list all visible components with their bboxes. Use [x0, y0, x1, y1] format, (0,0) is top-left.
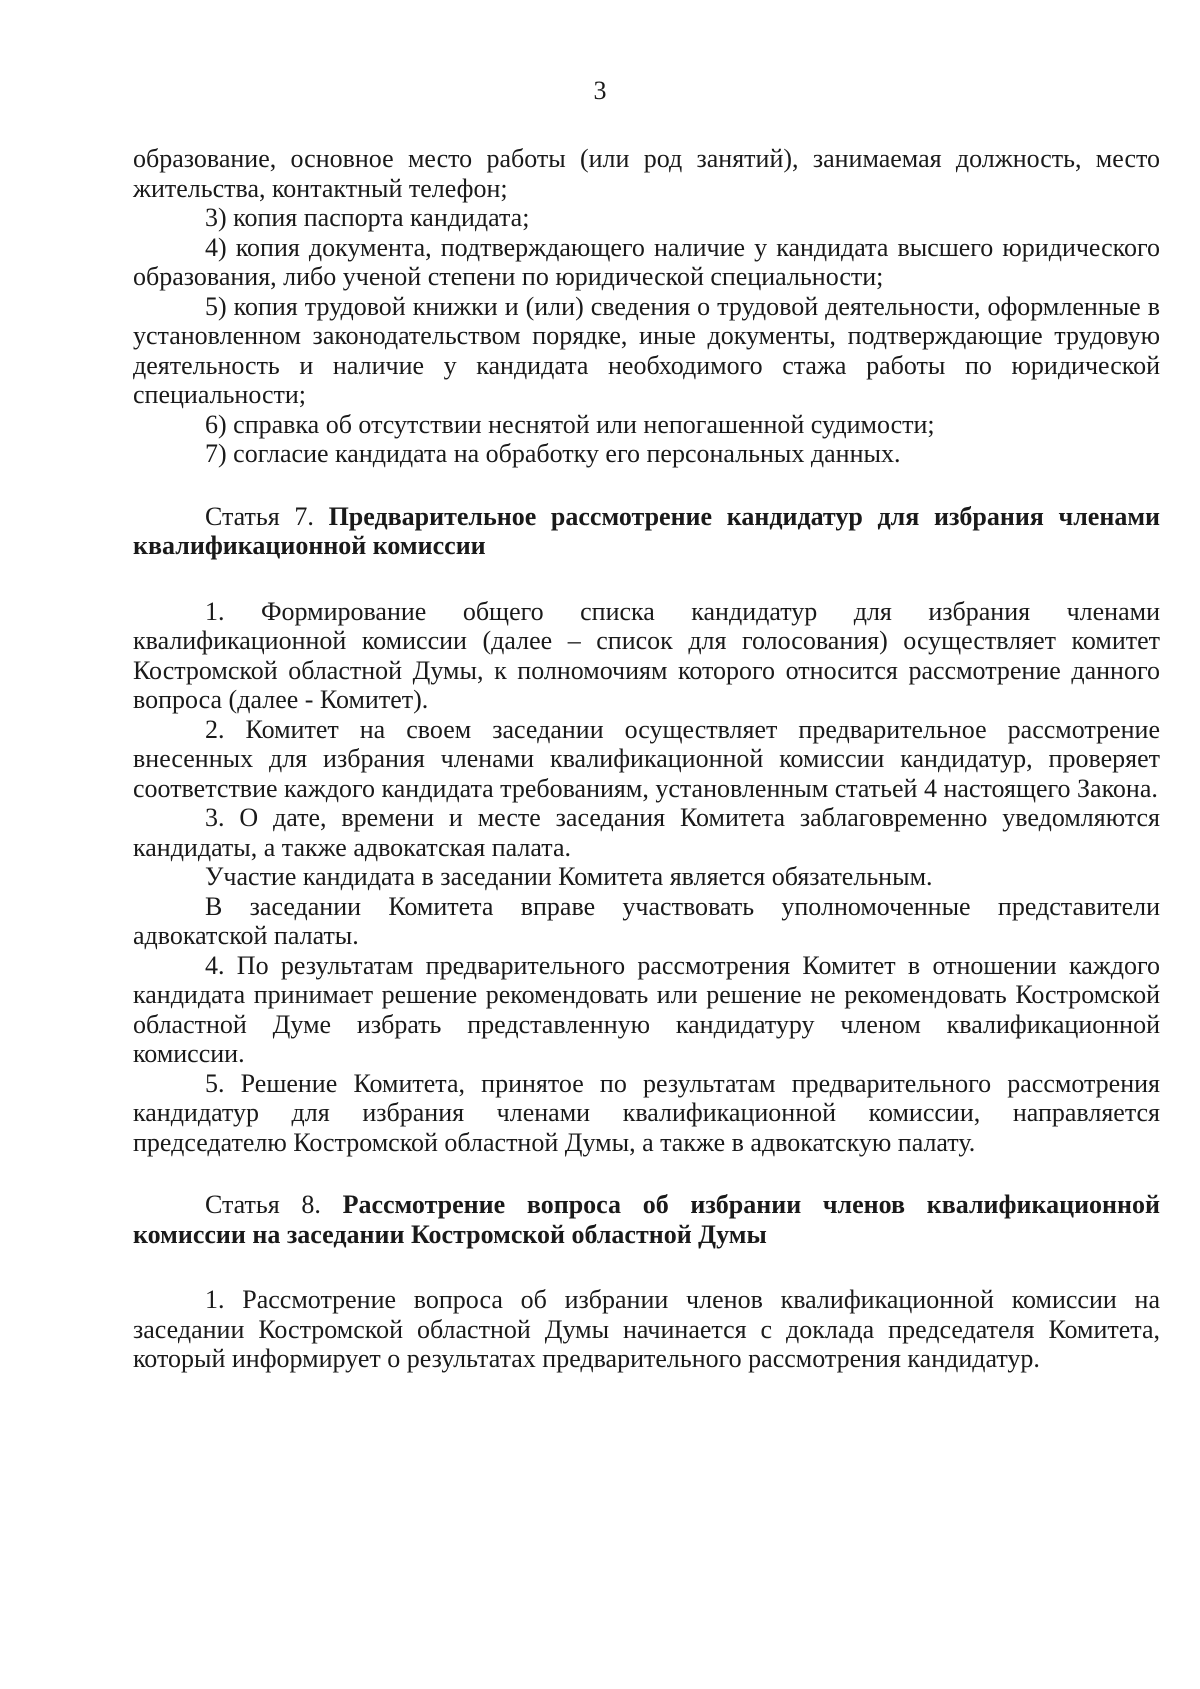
page-number: 3 — [593, 76, 607, 105]
article-7-paragraph: 2. Комитет на своем заседании осуществляет предварительное рассмотрение внесенных для избрания членами квалификационной комиссии кандидатур, проверяет соответствие каждого кандидата требованиям, установленным статьей 4 настоящего Закона. — [133, 714, 1160, 803]
article-7-heading — [133, 502, 1160, 561]
list-item-3: 3) копия паспорта кандидата; — [205, 203, 530, 232]
list-item-4: 4) копия документа, подтверждающего наличие у кандидата высшего юридического образования, либо ученой степени по юридической специальности; — [133, 232, 1160, 291]
list-item-5: 5) копия трудовой книжки и (или) сведения о трудовой деятельности, оформленные в установленном законодательством порядке, иные документы, подтверждающие трудовую деятельность и наличие у кандидата необходимого стажа работы по юридической специальности; — [133, 291, 1160, 409]
article-8-title: Рассмотрение вопроса об избрании членов квалификационной комиссии на заседании Костромской областной Думы — [133, 1190, 1160, 1249]
document-body — [133, 144, 1160, 1374]
article-7-paragraph: В заседании Комитета вправе участвовать уполномоченные представители адвокатской палаты. — [133, 891, 1160, 950]
article-7-paragraph: 4. По результатам предварительного рассмотрения Комитет в отношении каждого кандидата принимает решение рекомендовать или решение не рекомендовать Костромской областной Думе избрать представленную кандидатуру членом квалификационной комиссии. — [133, 950, 1160, 1068]
list-item-6: 6) справка об отсутствии неснятой или непогашенной судимости; — [205, 409, 935, 439]
article-7-title: Предварительное рассмотрение кандидатур для избрания членами квалификационной комиссии — [133, 501, 1161, 560]
article-8-label: Статья 8. — [205, 1190, 321, 1219]
article-8-heading — [133, 1190, 1160, 1249]
article-7-paragraph: 1. Формирование общего списка кандидатур для избрания членами квалификационной комиссии (далее – список для голосования) осуществляет комитет Костромской областной Думы, к полномочиям которого относится рассмотрение данного вопроса (далее - Комитет). — [133, 596, 1160, 714]
paragraph-continuation: образование, основное место работы (или род занятий), занимаемая должность, место жительства, контактный телефон; — [133, 144, 1160, 203]
list-item-7: 7) согласие кандидата на обработку его персональных данных. — [205, 439, 901, 468]
article-7-paragraph: Участие кандидата в заседании Комитета является обязательным. — [205, 862, 933, 891]
article-7-label: Статья 7. — [205, 501, 314, 531]
article-7-paragraph: 5. Решение Комитета, принятое по результатам предварительного рассмотрения кандидатур для избрания членами квалификационной комиссии, направляется председателю Костромской областной Думы, а также в адвокатскую палату. — [133, 1068, 1160, 1157]
article-8-paragraph: 1. Рассмотрение вопроса об избрании членов квалификационной комиссии на заседании Костромской областной Думы начинается с доклада председателя Комитета, который информирует о результатах предварительного рассмотрения кандидатур. — [133, 1285, 1160, 1373]
article-7-paragraph: 3. О дате, времени и месте заседания Комитета заблаговременно уведомляются кандидаты, а также адвокатская палата. — [133, 803, 1160, 862]
